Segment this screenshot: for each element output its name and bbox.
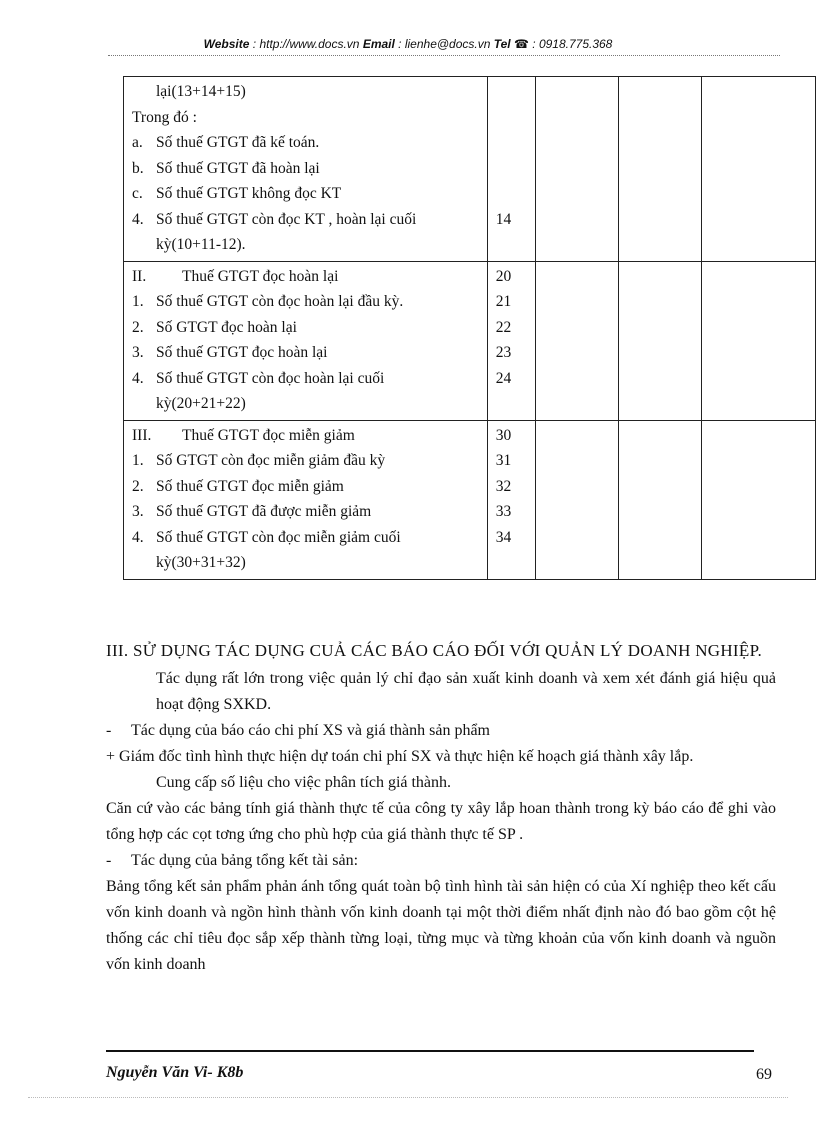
empty-cell — [535, 77, 618, 262]
code-cell: 31 — [495, 452, 512, 469]
footer-divider — [106, 1050, 754, 1052]
empty-cell — [701, 261, 815, 420]
line-number: 2. — [132, 477, 144, 495]
table-line: Số thuế GTGT đã kế toán. — [156, 134, 320, 151]
code-cell: 34 — [495, 528, 512, 546]
paragraph: + Giám đốc tình hình thực hiện dự toán chi phí SX và thực hiện kế hoạch giá thành xây lắp. — [106, 748, 694, 765]
table-row — [124, 77, 816, 262]
table-line: lại(13+14+15) — [156, 83, 246, 100]
email-value: : lienhe@docs.vn — [394, 37, 494, 51]
empty-cell — [618, 420, 701, 579]
paragraph: Cung cấp số liệu cho việc phân tích giá thành. — [156, 774, 452, 791]
body-text — [106, 640, 776, 978]
table-line: Số thuế GTGT còn đọc hoàn lại đầu kỳ. — [156, 293, 404, 310]
bullet-paragraph — [106, 848, 776, 874]
paragraph: Tác dụng rất lớn trong việc quản lý chỉ đạo sản xuất kinh doanh và xem xét đánh giá hiệu quả hoạt động SXKD. — [156, 670, 776, 713]
table-line: Số thuế GTGT còn đọc miễn giảm cuối — [156, 528, 401, 546]
table-row — [124, 420, 816, 579]
table-line: Số thuế GTGT đọc hoàn lại — [156, 344, 328, 361]
page-header — [0, 37, 816, 51]
section2-codes — [487, 261, 535, 420]
line-number: c. — [132, 185, 143, 202]
line-number: b. — [132, 159, 144, 177]
table-line: Số thuế GTGT đọc miễn giảm — [156, 477, 344, 495]
line-number: 1. — [132, 452, 144, 469]
bottom-divider — [28, 1097, 788, 1098]
header-divider — [108, 55, 780, 56]
section-title: Thuế GTGT đọc hoàn lại — [182, 267, 339, 285]
table-line: Số thuế GTGT đã hoàn lại — [156, 159, 320, 177]
table-line: Số thuế GTGT còn đọc hoàn lại cuối — [156, 369, 385, 387]
section1-description — [124, 77, 488, 262]
paragraph: Căn cứ vào các bảng tính giá thành thực tế của công ty xây lắp hoan thành trong kỳ báo cáo để ghi vào tổng hợp các cọt tơng ứng cho phù hợp của giá thành thực tế SP . — [106, 800, 776, 843]
code-cell: 22 — [495, 318, 512, 336]
bullet-paragraph — [106, 718, 776, 744]
code-cell: 32 — [495, 477, 512, 495]
empty-cell — [535, 420, 618, 579]
line-number: 4. — [132, 369, 144, 387]
website-value: : http://www.docs.vn — [249, 37, 363, 51]
code-cell: 20 — [495, 267, 512, 285]
table-line: kỳ(20+21+22) — [156, 395, 246, 412]
tel-label: Tel ☎ — [493, 37, 529, 51]
line-number: 3. — [132, 503, 144, 520]
line-number: 3. — [132, 344, 144, 361]
page-number: 69 — [756, 1066, 772, 1083]
section3-codes — [487, 420, 535, 579]
section2-description — [124, 261, 488, 420]
bullet-text: Tác dụng của báo cáo chi phí XS và giá thành sản phẩm — [131, 722, 490, 739]
table-line: Số GTGT đọc hoàn lại — [156, 318, 297, 336]
table-row — [124, 261, 816, 420]
website-label: Website — [203, 37, 250, 51]
vat-table — [123, 76, 816, 580]
line-number: 4. — [132, 210, 144, 228]
section-title: Thuế GTGT đọc miễn giảm — [182, 426, 355, 444]
section-heading: III. SỬ DỤNG TÁC DỤNG CUẢ CÁC BÁO CÁO ĐỐI VỚI QUẢN LÝ DOANH NGHIỆP. — [106, 641, 762, 660]
code-cell: 21 — [495, 293, 512, 310]
empty-cell — [535, 261, 618, 420]
bullet-dash: - — [106, 852, 112, 869]
code-cell: 24 — [495, 369, 512, 387]
table-line: kỳ(30+31+32) — [156, 554, 246, 571]
paragraph: Bảng tổng kết sản phẩm phản ánh tổng quát toàn bộ tình hình tài sản hiện có của Xí nghiệp theo kết cấu vốn kinh doanh và ngồn hình thành vốn kinh doanh tại một thời điểm nhất định nào đó bao gồm cột hệ thống các chỉ tiêu đọc sắp xếp thành từng loại, từng mục và từng khoản của vốn kinh doanh và nguồn vốn kinh doanh — [106, 878, 776, 973]
table-line: Trong đó : — [132, 108, 197, 126]
code-cell: 33 — [495, 503, 512, 520]
section-number: II. — [132, 267, 147, 285]
line-number: 2. — [132, 318, 144, 336]
bullet-dash: - — [106, 722, 112, 739]
table-line: Số thuế GTGT còn đọc KT , hoàn lại cuối — [156, 210, 417, 228]
empty-cell — [701, 77, 815, 262]
tel-value: : 0918.775.368 — [528, 37, 613, 51]
email-label: Email — [362, 37, 395, 51]
empty-cell — [701, 420, 815, 579]
line-number: 4. — [132, 528, 144, 546]
line-number: a. — [132, 134, 143, 151]
code-cell: 30 — [495, 426, 512, 444]
empty-cell — [618, 77, 701, 262]
code-cell: 14 — [495, 210, 512, 228]
code-cell: 23 — [495, 344, 512, 361]
section3-description — [124, 420, 488, 579]
table-line: Số thuế GTGT không đọc KT — [156, 185, 342, 202]
line-number: 1. — [132, 293, 144, 310]
bullet-text: Tác dụng của bảng tổng kết tài sản: — [131, 852, 359, 869]
table-line: kỳ(10+11-12). — [156, 236, 246, 253]
empty-cell — [618, 261, 701, 420]
table-line: Số GTGT còn đọc miễn giảm đầu kỳ — [156, 452, 386, 469]
section1-codes — [487, 77, 535, 262]
table-line: Số thuế GTGT đã được miễn giảm — [156, 503, 372, 520]
footer-author: Nguyễn Văn Vi- K8b — [106, 1064, 244, 1081]
section-number: III. — [132, 426, 152, 444]
